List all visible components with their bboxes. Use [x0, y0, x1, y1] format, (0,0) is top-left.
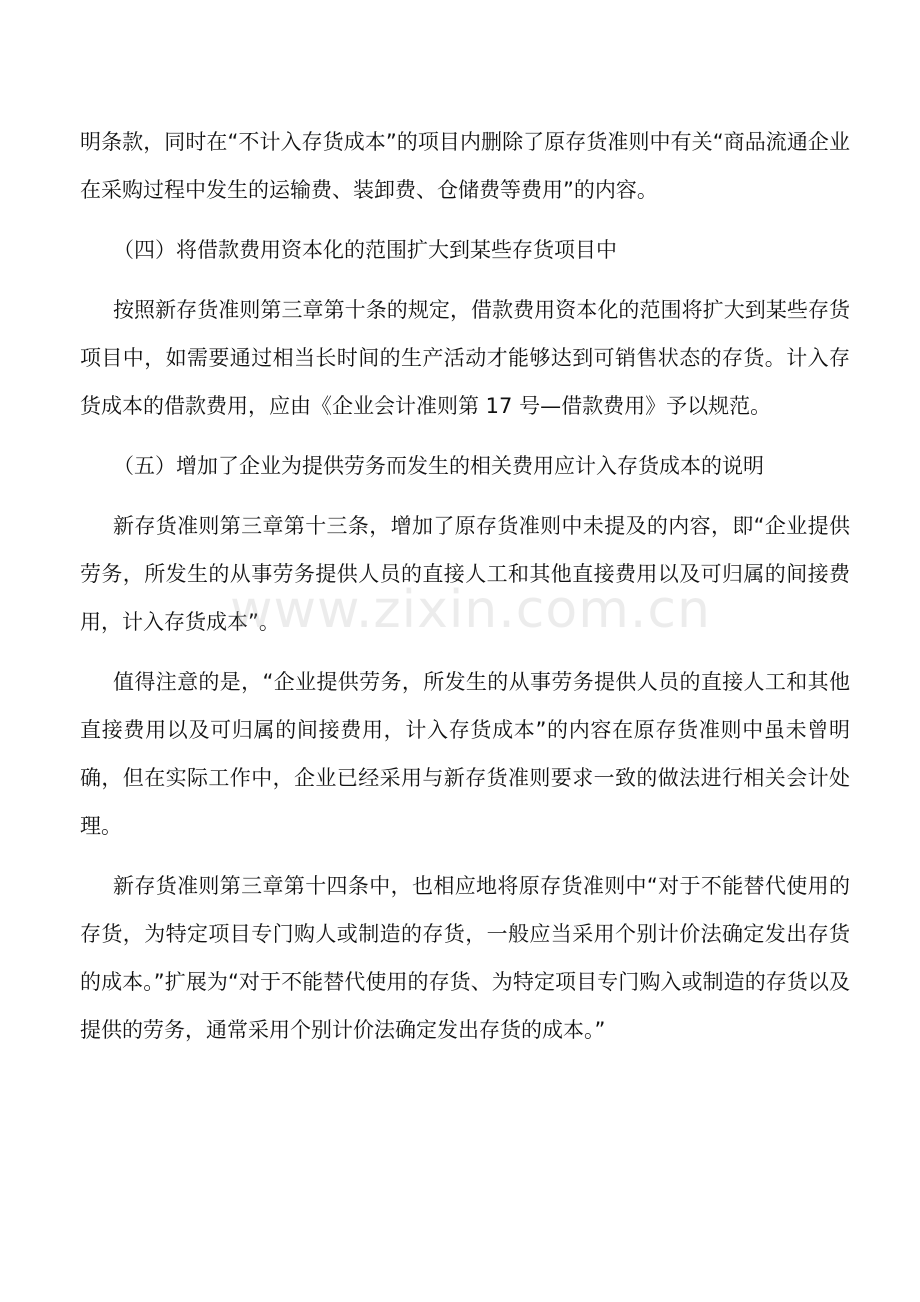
paragraph: 新存货准则第三章第十四条中，也相应地将原存货准则中“对于不能替代使用的存货，为特定项目专门购人或制造的存货，一般应当采用个别计价法确定发出存货的成本。”扩展为“对于不能替代使用的存货、为特定项目专门购入或制造的存货以及提供的劳务，通常采用个别计价法确定发出存货的成本。” [80, 874, 850, 1042]
paragraph: 按照新存货准则第三章第十条的规定，借款费用资本化的范围将扩大到某些存货项目中，如需要通过相当长时间的生产活动才能够达到可销售状态的存货。计入存货成本的借款费用，应由《企业会计准则第 17 号—借款费用》予以规范。 [80, 298, 850, 418]
paragraph: 新存货准则第三章第十三条，增加了原存货准则中未提及的内容，即“企业提供劳务，所发生的从事劳务提供人员的直接人工和其他直接费用以及可归属的间接费用，计入存货成本”。 [80, 514, 850, 634]
section-heading-4: （四）将借款费用资本化的范围扩大到某些存货项目中 [113, 238, 617, 262]
paragraph: 值得注意的是，“企业提供劳务，所发生的从事劳务提供人员的直接人工和其他直接费用以及可归属的间接费用，计入存货成本”的内容在原存货准则中虽未曾明确，但在实际工作中，企业已经采用与新存货准则要求一致的做法进行相关会计处理。 [80, 670, 850, 838]
paragraph-continuation: 明条款，同时在“不计入存货成本”的项目内删除了原存货准则中有关“商品流通企业在采购过程中发生的运输费、装卸费、仓储费等费用”的内容。 [80, 130, 850, 202]
watermark-text: www.zixin.com.cn [230, 580, 711, 640]
section-heading-5: （五）增加了企业为提供劳务而发生的相关费用应计入存货成本的说明 [113, 454, 764, 478]
document-body [80, 118, 850, 1066]
